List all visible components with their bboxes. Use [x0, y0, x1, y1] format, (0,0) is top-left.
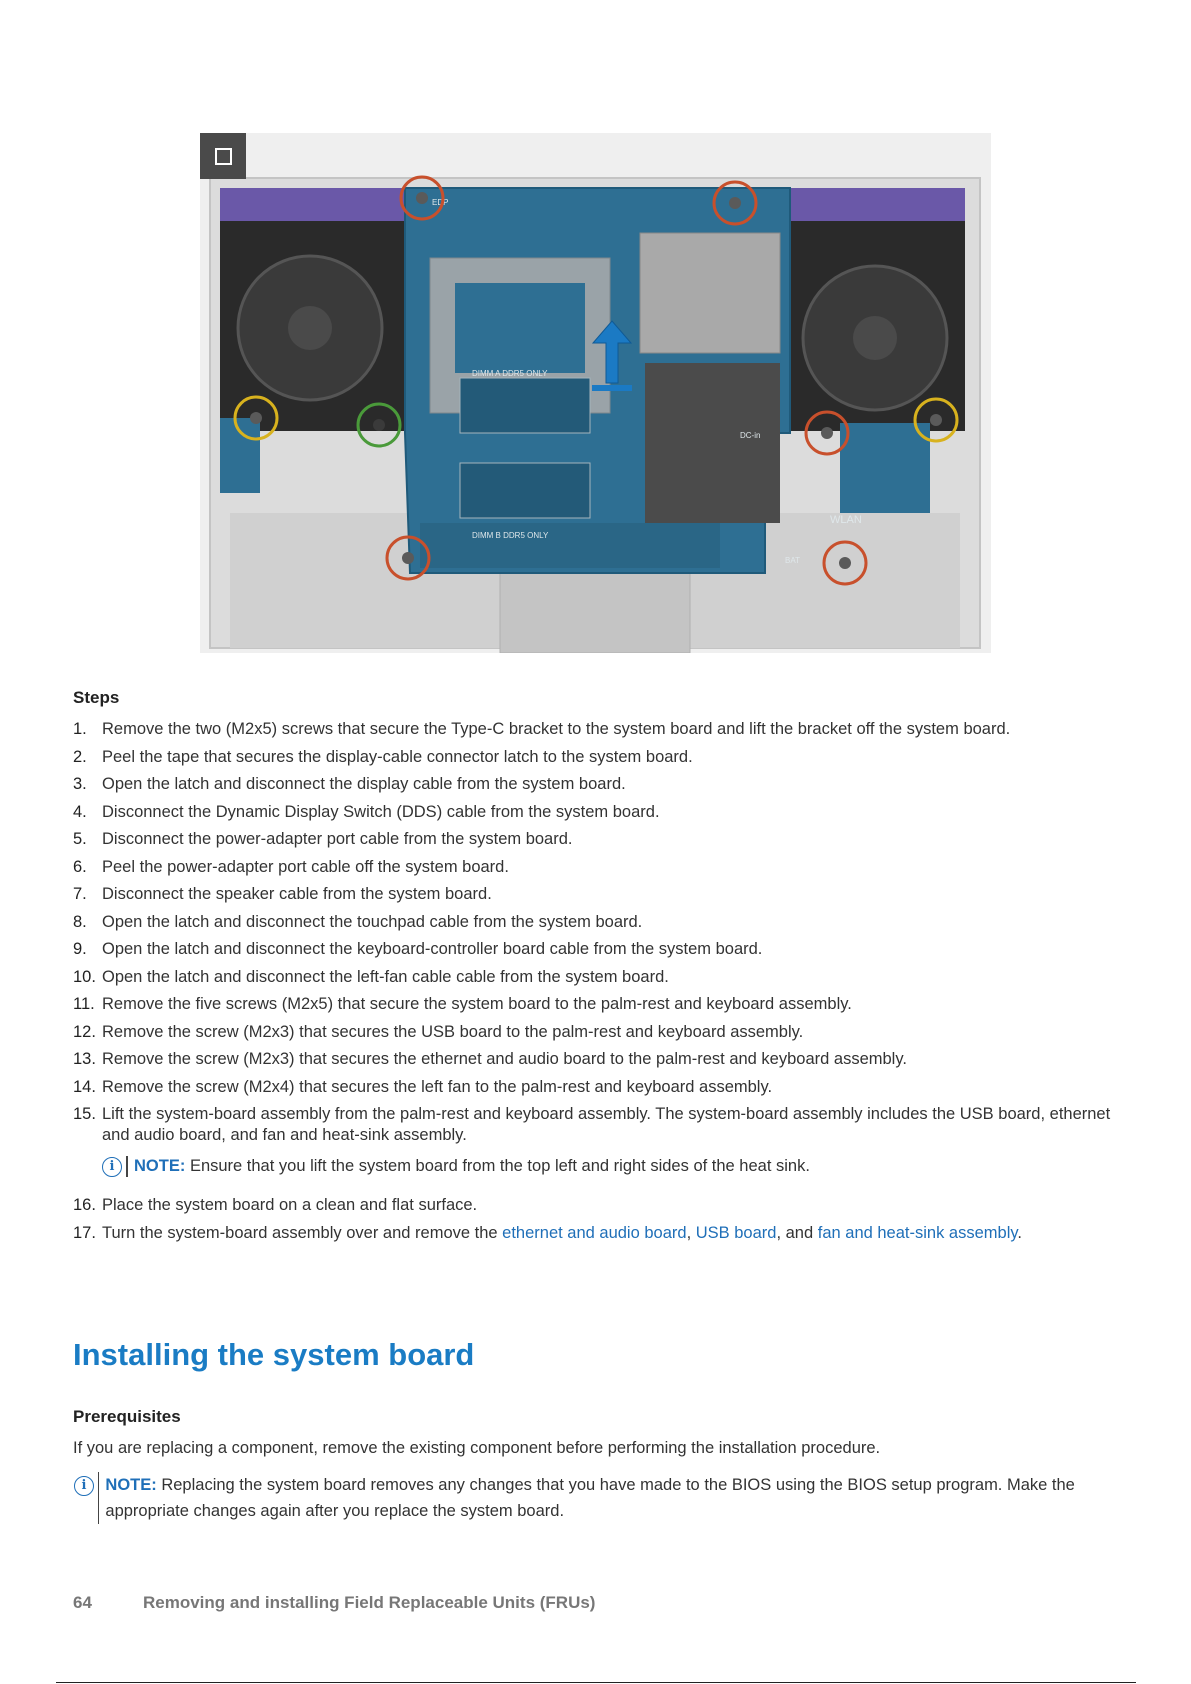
label-wlan: WLAN [830, 514, 862, 526]
system-board-drawing [200, 133, 991, 653]
list-item: 9. Open the latch and disconnect the keyboard-controller board cable from the system board. [73, 940, 763, 958]
list-item: 11. Remove the five screws (M2x5) that secure the system board to the palm-rest and keyboard assembly. [73, 995, 852, 1013]
left-vent [220, 188, 410, 223]
bios-note [74, 1472, 1114, 1524]
label-bat: BAT [785, 556, 800, 565]
step-15-note [102, 1156, 1113, 1177]
list-item: 16. Place the system board on a clean and flat surface. [73, 1196, 478, 1214]
note-divider [126, 1156, 128, 1177]
list-item: 10. Open the latch and disconnect the left-fan cable cable from the system board. [73, 967, 669, 986]
prerequisites-heading: Prerequisites [73, 1407, 181, 1426]
footer-divider [56, 1682, 1136, 1683]
figure-badge-icon [200, 133, 246, 179]
link-fan-heat-sink-assembly[interactable]: fan and heat-sink assembly [817, 1223, 1018, 1242]
list-item: 7. Disconnect the speaker cable from the system board. [73, 885, 492, 903]
list-item: 6. Peel the power-adapter port cable off the system board. [73, 857, 509, 876]
label-dimm-b: DIMM B DDR5 ONLY [472, 531, 549, 540]
note-divider [98, 1472, 99, 1524]
note-label: NOTE: [134, 1157, 186, 1175]
list-item: 12. Remove the screw (M2x3) that secures the USB board to the palm-rest and keyboard assembly. [73, 1022, 804, 1041]
list-item: 14. Remove the screw (M2x4) that secures the left fan to the palm-rest and keyboard assembly. [73, 1077, 773, 1096]
link-ethernet-audio-board[interactable]: ethernet and audio board [502, 1223, 687, 1242]
thermal-tape [645, 363, 780, 523]
right-vent [790, 188, 965, 223]
steps-heading: Steps [73, 688, 120, 707]
label-dc-in: DC-in [740, 431, 761, 440]
steps-list [73, 719, 1113, 1250]
section-title: Installing the system board [73, 1337, 475, 1372]
ethernet-audio-board [840, 423, 930, 513]
list-item: 15. Lift the system-board assembly from the palm-rest and keyboard assembly. The system-board assembly includes the USB board, ethernet and audio board, and fan and heat-sink assembly. i NOTE: Ensure that you lift the system board from the top left and right sides of the heat sink. [73, 1104, 1113, 1177]
list-item: 8. Open the latch and disconnect the touchpad cable from the system board. [73, 912, 643, 931]
label-dimm-a: DIMM A DDR5 ONLY [472, 369, 548, 378]
footer-chapter-title: Removing and installing Field Replaceable Units (FRUs) [143, 1593, 596, 1612]
note-label: NOTE: [105, 1476, 157, 1494]
label-edp: EDP [432, 198, 449, 207]
page-number: 64 [73, 1593, 92, 1612]
heat-sink-plate [640, 233, 780, 353]
system-board-illustration [200, 133, 991, 653]
info-icon: i [102, 1157, 122, 1177]
list-item: 1. Remove the two (M2x5) screws that secure the Type-C bracket to the system board and lift the bracket off the system board. [73, 720, 1011, 738]
note-text: Replacing the system board removes any changes that you have made to the BIOS using the BIOS setup program. Make the appropriate changes again after you replace the system board. [105, 1476, 1075, 1520]
list-item: 13. Remove the screw (M2x3) that secures the ethernet and audio board to the palm-rest and keyboard assembly. [73, 1050, 907, 1068]
note-text: Ensure that you lift the system board from the top left and right sides of the heat sink. [189, 1157, 810, 1175]
dimm-a-slot [460, 378, 590, 433]
list-item: 5. Disconnect the power-adapter port cable from the system board. [73, 830, 573, 848]
prerequisites-text: If you are replacing a component, remove the existing component before performing the installation procedure. [73, 1439, 881, 1457]
info-icon: i [74, 1476, 94, 1496]
list-item: 2. Peel the tape that secures the display-cable connector latch to the system board. [73, 747, 693, 766]
link-usb-board[interactable]: USB board [695, 1223, 777, 1242]
board-connector-row [420, 523, 720, 568]
list-item: 4. Disconnect the Dynamic Display Switch (DDS) cable from the system board. [73, 802, 660, 821]
list-item: 17. Turn the system-board assembly over and remove the ethernet and audio board, USB board, and fan and heat-sink assembly. [73, 1223, 1022, 1242]
dimm-b-slot [460, 463, 590, 518]
list-item: 3. Open the latch and disconnect the display cable from the system board. [73, 775, 626, 793]
